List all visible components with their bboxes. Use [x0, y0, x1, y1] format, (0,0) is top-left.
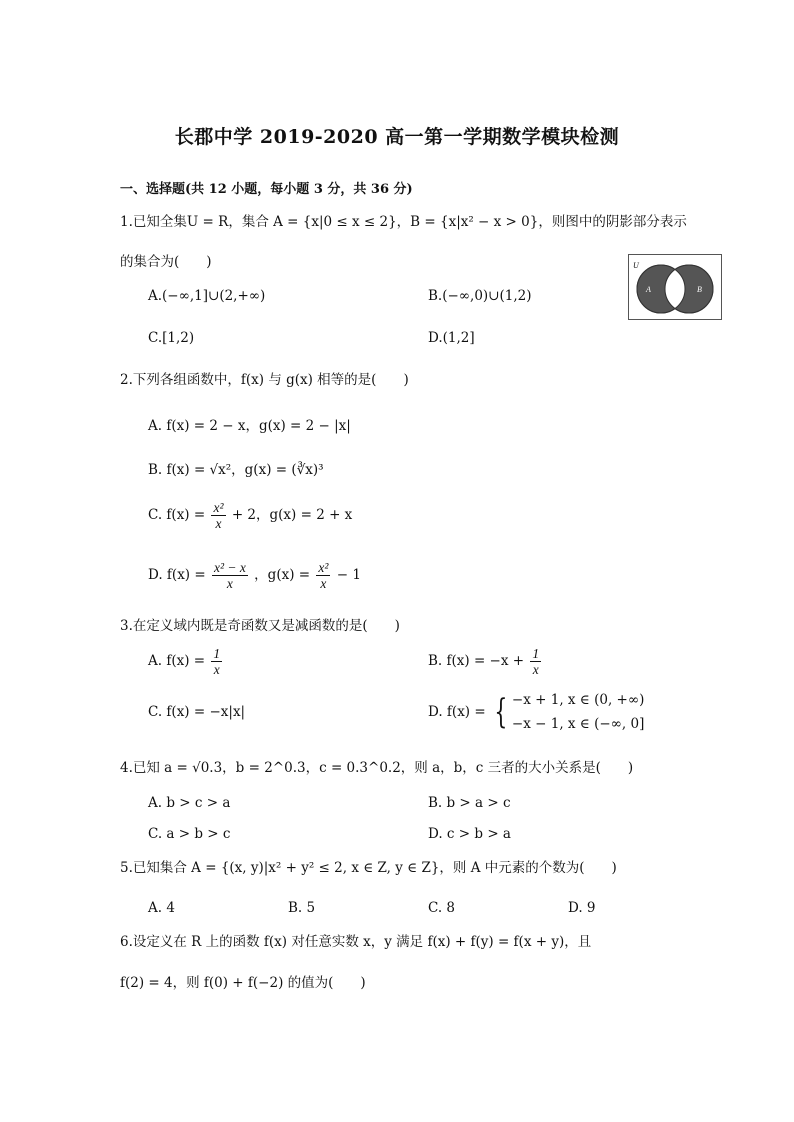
- q1-option-d: D.(1,2]: [428, 330, 475, 346]
- q3-option-d: [428, 688, 644, 736]
- q3-a-fraction: $\frac{1}{x}$: [213, 646, 221, 677]
- section-heading: 一、选择题(共 12 小题，每小题 3 分，共 36 分): [120, 182, 413, 197]
- q3-d-brace: {: [494, 692, 508, 732]
- q3-option-a: [148, 646, 224, 677]
- q3-b-fraction: $\frac{1}{x}$: [532, 646, 540, 677]
- q5-option-c: C. 8: [428, 900, 456, 916]
- q5-stem: 5.已知集合 A = {(x, y)|x² + y² ≤ 2, x ∈ Z, y ∈ Z}，则 A 中元素的个数为( ): [120, 860, 617, 876]
- q3-stem: 3.在定义域内既是奇函数又是减函数的是( ): [120, 618, 400, 634]
- page-title: 长郡中学 2019-2020 高一第一学期数学模块检测: [174, 126, 620, 148]
- q2-d-lead: D. f(x) =: [148, 567, 206, 583]
- q3-a-lead: A. f(x) =: [148, 653, 206, 669]
- q1-stem-line2: 的集合为( ): [120, 254, 212, 270]
- q2-option-a: A. f(x) = 2 − x，g(x) = 2 − |x|: [148, 418, 351, 434]
- q6-stem-line2: f(2) = 4，则 f(0) + f(−2) 的值为( ): [120, 975, 366, 991]
- q2-option-c: [148, 500, 352, 531]
- q5-option-b: B. 5: [288, 900, 316, 916]
- q2-d-tail: − 1: [336, 567, 361, 583]
- q4-option-d: D. c > b > a: [428, 826, 511, 842]
- q2-c-lead: C. f(x) =: [148, 507, 206, 523]
- q2-c-tail: + 2，g(x) = 2 + x: [231, 507, 353, 523]
- q1-option-a: A.(−∞,1]∪(2,+∞): [148, 288, 266, 304]
- q1-stem-line1: 1.已知全集U = R，集合 A = {x|0 ≤ x ≤ 2}，B = {x|x² − x > 0}，则图中的阴影部分表示: [120, 214, 687, 230]
- q5-option-d: D. 9: [568, 900, 596, 916]
- q4-stem: 4.已知 a = √0.3，b = 2^0.3，c = 0.3^0.2，则 a，b，c 三者的大小关系是( ): [120, 760, 634, 776]
- q1-option-b: B.(−∞,0)∪(1,2): [428, 288, 532, 304]
- q3-d-case-1: −x + 1, x ∈ (0, +∞): [511, 692, 645, 708]
- q1-option-c: C.[1,2): [148, 330, 195, 346]
- q4-option-c: C. a > b > c: [148, 826, 231, 842]
- q2-option-d: [148, 560, 361, 591]
- q2-d-mid: ，g(x) =: [254, 567, 311, 583]
- venn-label-b: B: [697, 285, 702, 294]
- venn-label-a: A: [646, 285, 651, 294]
- venn-diagram: [628, 254, 722, 320]
- q3-b-lead: B. f(x) = −x +: [428, 653, 525, 669]
- q2-stem: 2.下列各组函数中，f(x) 与 g(x) 相等的是( ): [120, 372, 409, 388]
- q6-stem-line1: 6.设定义在 R 上的函数 f(x) 对任意实数 x，y 满足 f(x) + f(y) = f(x + y)，且: [120, 934, 592, 950]
- q3-d-case-2: −x − 1, x ∈ (−∞, 0]: [511, 716, 645, 732]
- q3-d-lead: D. f(x) =: [428, 704, 486, 720]
- q4-option-b: B. b > a > c: [428, 795, 511, 811]
- q2-d-fraction-f: $\frac{\text{x² − x}}{x}$: [213, 560, 246, 591]
- q5-option-a: A. 4: [148, 900, 175, 916]
- q2-d-fraction-g: $\frac{\text{x²}}{x}$: [318, 560, 329, 591]
- q3-option-c: C. f(x) = −x|x|: [148, 704, 246, 720]
- q4-option-a: A. b > c > a: [148, 795, 231, 811]
- q3-d-cases: [512, 688, 644, 736]
- venn-label-u: U: [633, 261, 639, 270]
- q3-option-b: [428, 646, 543, 677]
- q2-c-fraction: $\frac{\text{x²}}{x}$: [213, 500, 224, 531]
- q2-option-b: B. f(x) = √x²，g(x) = (∛x)³: [148, 462, 324, 478]
